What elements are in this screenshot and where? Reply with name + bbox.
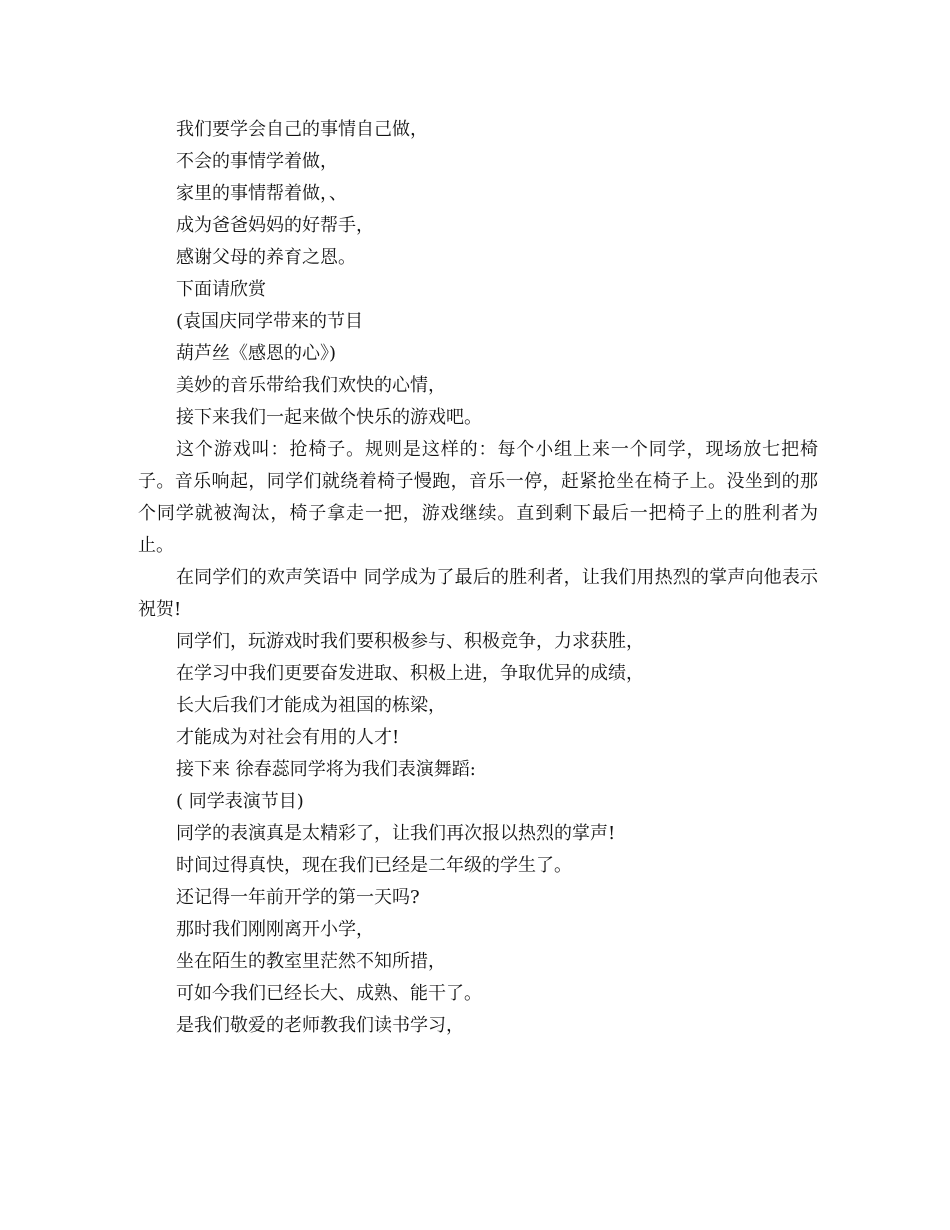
paragraph: 长大后我们才能成为祖国的栋梁， <box>176 695 446 716</box>
paragraph: 美妙的音乐带给我们欢快的心情， <box>176 375 446 396</box>
paragraph: 坐在陌生的教室里茫然不知所措， <box>176 951 446 972</box>
paragraph: 在学习中我们更要奋发进取、积极上进，争取优异的成绩， <box>176 663 644 684</box>
paragraph: 家里的事情帮着做，、 <box>176 183 347 204</box>
paragraph: 我们要学会自己的事情自己做， <box>176 119 428 140</box>
paragraph: 同学的表演真是太精彩了，让我们再次报以热烈的掌声! <box>176 823 616 844</box>
paragraph: 可如今我们已经长大、成熟、能干了。 <box>176 983 482 1004</box>
paragraph: 葫芦丝《感恩的心》) <box>176 343 337 364</box>
paragraph: 这个游戏叫：抢椅子。规则是这样的：每个小组上来一个同学，现场放七把椅子。音乐响起，同学们就绕着椅子慢跑，音乐一停，赶紧抢坐在椅子上。没坐到的那个同学就被淘汰，椅子拿走一把，游戏继续。直到剩下最后一把椅子上的胜利者为止。 <box>138 439 818 556</box>
paragraph: 在同学们的欢声笑语中 同学成为了最后的胜利者，让我们用热烈的掌声向他表示祝贺! <box>138 567 818 620</box>
document-body <box>138 114 818 1042</box>
paragraph: (袁国庆同学带来的节目 <box>176 311 364 332</box>
paragraph: 不会的事情学着做， <box>176 151 338 172</box>
paragraph: 时间过得真快，现在我们已经是二年级的学生了。 <box>176 855 572 876</box>
paragraph: 那时我们刚刚离开小学， <box>176 919 374 940</box>
paragraph: 是我们敬爱的老师教我们读书学习， <box>176 1015 464 1036</box>
paragraph: ( 同学表演节目) <box>176 791 304 812</box>
paragraph: 同学们，玩游戏时我们要积极参与、积极竞争，力求获胜， <box>176 631 644 652</box>
paragraph: 成为爸爸妈妈的好帮手， <box>176 215 374 236</box>
paragraph: 才能成为对社会有用的人才! <box>176 727 400 748</box>
paragraph: 还记得一年前开学的第一天吗? <box>176 887 420 908</box>
paragraph: 下面请欣赏 <box>176 279 266 300</box>
paragraph: 感谢父母的养育之恩。 <box>176 247 356 268</box>
paragraph: 接下来 徐春蕊同学将为我们表演舞蹈: <box>176 759 476 780</box>
paragraph: 接下来我们一起来做个快乐的游戏吧。 <box>176 407 482 428</box>
